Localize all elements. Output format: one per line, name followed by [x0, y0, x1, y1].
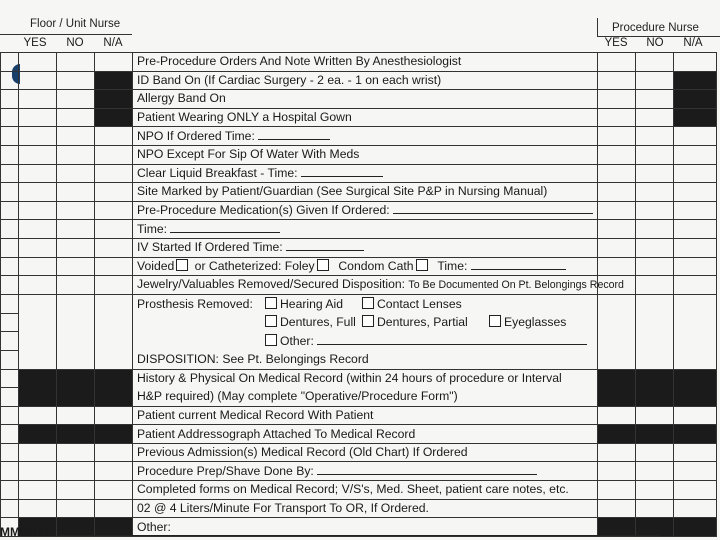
shaded-cell — [636, 369, 674, 406]
shaded-cell — [57, 425, 95, 444]
checkbox-cell[interactable] — [57, 276, 95, 295]
checkbox-cell[interactable] — [19, 295, 57, 369]
checklist-table — [0, 52, 717, 537]
checkbox-cell[interactable] — [19, 201, 57, 220]
shaded-cell — [95, 90, 133, 109]
table-row — [1, 499, 717, 518]
right-no-header: NO — [646, 37, 664, 49]
comments-label — [0, 524, 659, 539]
contact-lenses-checkbox[interactable] — [362, 297, 374, 309]
checkbox-cell[interactable] — [598, 257, 636, 276]
checkbox-cell[interactable] — [598, 127, 636, 146]
checkbox-cell[interactable] — [95, 220, 133, 239]
checkbox-cell[interactable] — [674, 499, 717, 518]
checkbox-cell[interactable] — [636, 295, 674, 369]
checkbox-cell[interactable] — [636, 164, 674, 183]
prep-done-by-field[interactable] — [317, 463, 537, 475]
shaded-cell — [674, 90, 717, 109]
table-row — [1, 90, 717, 109]
checkbox-cell[interactable] — [598, 295, 636, 369]
foley-checkbox[interactable] — [317, 259, 329, 271]
procedure-nurse-title: Procedure Nurse — [612, 22, 699, 34]
checkbox-cell[interactable] — [636, 499, 674, 518]
checkbox-cell[interactable] — [636, 406, 674, 425]
checkbox-cell[interactable] — [19, 462, 57, 481]
checkbox-cell[interactable] — [57, 406, 95, 425]
shaded-cell — [57, 369, 95, 406]
shaded-cell — [674, 518, 717, 537]
checkbox-cell[interactable] — [598, 481, 636, 500]
checkbox-cell[interactable] — [674, 295, 717, 369]
checkbox-cell[interactable] — [57, 183, 95, 202]
contact-lenses-label: Contact Lenses — [377, 296, 462, 311]
right-yes-header: YES — [604, 37, 628, 49]
table-row — [1, 220, 717, 239]
checkbox-cell[interactable] — [636, 90, 674, 109]
row-label: ID Band On (If Cardiac Surgery - 2 ea. - 1 on each wrist) — [133, 71, 598, 90]
checkbox-cell[interactable] — [95, 276, 133, 295]
cath-time-label: Time: — [437, 258, 468, 273]
voided-label: Voided — [137, 258, 175, 273]
row-label: Site Marked by Patient/Guardian (See Surgical Site P&P in Nursing Manual) — [133, 183, 598, 202]
checkbox-cell[interactable] — [598, 71, 636, 90]
left-na-header: N/A — [103, 37, 123, 49]
checkbox-cell[interactable] — [57, 481, 95, 500]
table-row — [1, 53, 717, 72]
checkbox-cell[interactable] — [57, 108, 95, 127]
checkbox-cell[interactable] — [636, 108, 674, 127]
row-label — [133, 220, 598, 239]
checkbox-cell[interactable] — [674, 127, 717, 146]
checkbox-cell[interactable] — [636, 481, 674, 500]
checkbox-cell[interactable] — [598, 462, 636, 481]
checkbox-cell[interactable] — [19, 481, 57, 500]
shaded-cell — [674, 369, 717, 406]
checkbox-cell[interactable] — [95, 53, 133, 72]
table-row — [1, 295, 717, 314]
table-row — [1, 481, 717, 500]
checkbox-cell[interactable] — [95, 499, 133, 518]
checkbox-cell[interactable] — [674, 481, 717, 500]
checkbox-cell[interactable] — [674, 276, 717, 295]
checkbox-cell[interactable] — [19, 53, 57, 72]
checkbox-cell[interactable] — [598, 90, 636, 109]
checkbox-cell[interactable] — [57, 238, 95, 257]
checkbox-cell[interactable] — [636, 220, 674, 239]
row-label — [133, 238, 598, 257]
pre-med-label: Pre-Procedure Medication(s) Given If Ordered: — [137, 203, 390, 218]
comments-label-text: MMENTS: — [0, 525, 56, 539]
table-row — [1, 71, 717, 90]
shaded-cell — [95, 108, 133, 127]
row-label: H&P required) (May complete "Operative/Procedure Form") — [133, 388, 598, 407]
table-row — [1, 443, 717, 462]
eyeglasses-checkbox[interactable] — [489, 315, 501, 327]
checkbox-cell[interactable] — [636, 238, 674, 257]
row-label: Pre-Procedure Orders And Note Written By Anesthesiologist — [133, 53, 598, 72]
checkbox-cell[interactable] — [57, 499, 95, 518]
prosthesis-label: Prosthesis Removed: — [137, 296, 253, 311]
checkbox-cell[interactable] — [598, 183, 636, 202]
checkbox-cell[interactable] — [19, 276, 57, 295]
row-label: DISPOSITION: See Pt. Belongings Record — [133, 350, 598, 369]
checkbox-cell[interactable] — [674, 53, 717, 72]
checkbox-cell[interactable] — [95, 164, 133, 183]
table-row — [1, 238, 717, 257]
row-label — [133, 313, 598, 332]
row-label — [133, 462, 598, 481]
checkbox-cell[interactable] — [19, 220, 57, 239]
checkbox-cell[interactable] — [95, 127, 133, 146]
checkbox-cell[interactable] — [95, 145, 133, 164]
checkbox-cell[interactable] — [598, 499, 636, 518]
left-no-header: NO — [66, 37, 84, 49]
checkbox-cell[interactable] — [19, 183, 57, 202]
npo-time-field[interactable] — [258, 128, 330, 140]
table-row — [1, 276, 717, 295]
checkbox-cell[interactable] — [57, 71, 95, 90]
prep-label: Procedure Prep/Shave Done By: — [137, 463, 314, 478]
checkbox-cell[interactable] — [598, 164, 636, 183]
checkbox-cell[interactable] — [636, 276, 674, 295]
row-label: NPO Except For Sip Of Water With Meds — [133, 145, 598, 164]
checkbox-cell[interactable] — [636, 71, 674, 90]
eyeglasses-label: Eyeglasses — [504, 315, 567, 330]
checkbox-cell[interactable] — [674, 164, 717, 183]
checkbox-cell[interactable] — [57, 462, 95, 481]
checkbox-cell[interactable] — [57, 90, 95, 109]
checkbox-cell[interactable] — [598, 443, 636, 462]
cath-time-field[interactable] — [471, 258, 566, 270]
checkbox-cell[interactable] — [636, 183, 674, 202]
table-row — [1, 257, 717, 276]
checkbox-cell[interactable] — [19, 257, 57, 276]
clear-liquid-time-field[interactable] — [301, 165, 383, 177]
foley-label: or Catheterized: Foley — [194, 258, 315, 273]
checkbox-cell[interactable] — [19, 108, 57, 127]
row-label — [133, 332, 598, 351]
dentures-partial-checkbox[interactable] — [362, 315, 374, 327]
row-label — [133, 127, 598, 146]
checkbox-cell[interactable] — [19, 443, 57, 462]
row-label: 02 @ 4 Liters/Minute For Transport To OR, If Ordered. — [133, 499, 598, 518]
condom-cath-label: Condom Cath — [338, 258, 414, 273]
other-prosthesis-field[interactable] — [317, 333, 587, 345]
dentures-full-label: Dentures, Full — [280, 315, 356, 330]
other-prosthesis-checkbox[interactable] — [265, 334, 277, 346]
checkbox-cell[interactable] — [57, 164, 95, 183]
checkbox-cell[interactable] — [674, 257, 717, 276]
checkbox-cell[interactable] — [674, 201, 717, 220]
comments-field[interactable] — [59, 524, 659, 536]
iv-time-field[interactable] — [286, 239, 364, 251]
table-row — [1, 108, 717, 127]
table-row — [1, 127, 717, 146]
checkbox-cell[interactable] — [95, 201, 133, 220]
checkbox-cell[interactable] — [19, 406, 57, 425]
table-row — [1, 369, 717, 388]
checkbox-cell[interactable] — [19, 90, 57, 109]
other-prosthesis-label: Other: — [280, 333, 314, 348]
checkbox-cell[interactable] — [95, 443, 133, 462]
row-label — [133, 164, 598, 183]
checkbox-cell[interactable] — [19, 145, 57, 164]
row-label: Previous Admission(s) Medical Record (Old Chart) If Ordered — [133, 443, 598, 462]
pre-med-time-field[interactable] — [170, 221, 280, 233]
shaded-cell — [95, 425, 133, 444]
table-row — [1, 164, 717, 183]
checkbox-cell[interactable] — [95, 406, 133, 425]
row-label: Other: — [133, 518, 598, 537]
checkbox-cell[interactable] — [674, 145, 717, 164]
checkbox-cell[interactable] — [598, 145, 636, 164]
hearing-aid-checkbox[interactable] — [265, 297, 277, 309]
checkbox-cell[interactable] — [95, 462, 133, 481]
checkbox-cell[interactable] — [57, 127, 95, 146]
checkbox-cell[interactable] — [57, 201, 95, 220]
dentures-partial-label: Dentures, Partial — [377, 315, 468, 330]
checkbox-cell[interactable] — [598, 238, 636, 257]
checkbox-cell[interactable] — [674, 238, 717, 257]
table-row — [1, 183, 717, 202]
row-label: History & Physical On Medical Record (within 24 hours of procedure or Interval — [133, 369, 598, 388]
pre-med-field[interactable] — [393, 202, 593, 214]
checkbox-cell[interactable] — [636, 127, 674, 146]
left-yes-header: YES — [23, 37, 47, 49]
belongings-note: To Be Documented On Pt. Belongings Record — [408, 279, 624, 292]
checkbox-cell[interactable] — [636, 53, 674, 72]
header-divider — [597, 18, 598, 36]
checkbox-cell[interactable] — [19, 164, 57, 183]
shaded-cell — [674, 71, 717, 90]
table-row — [1, 201, 717, 220]
shaded-cell — [19, 369, 57, 406]
checkbox-cell[interactable] — [57, 145, 95, 164]
shaded-cell — [95, 71, 133, 90]
checkbox-cell[interactable] — [95, 183, 133, 202]
row-label: Patient Wearing ONLY a Hospital Gown — [133, 108, 598, 127]
hearing-aid-label: Hearing Aid — [280, 296, 344, 311]
time-label: Time: — [137, 221, 168, 236]
checkbox-cell[interactable] — [636, 443, 674, 462]
shaded-cell — [674, 108, 717, 127]
checkbox-cell[interactable] — [95, 481, 133, 500]
right-na-header: N/A — [683, 37, 703, 49]
jewelry-label: Jewelry/Valuables Removed/Secured Disposition: — [137, 277, 406, 292]
shaded-cell — [636, 425, 674, 444]
shaded-cell — [674, 425, 717, 444]
voided-checkbox[interactable] — [176, 259, 188, 271]
checkbox-cell[interactable] — [598, 108, 636, 127]
shaded-cell — [95, 369, 133, 406]
checkbox-cell[interactable] — [19, 127, 57, 146]
row-label — [133, 201, 598, 220]
checkbox-cell[interactable] — [95, 238, 133, 257]
checkbox-cell[interactable] — [674, 406, 717, 425]
clear-liquid-label: Clear Liquid Breakfast - Time: — [137, 165, 298, 180]
row-label: Allergy Band On — [133, 90, 598, 109]
row-label — [133, 257, 598, 276]
checkbox-cell[interactable] — [57, 295, 95, 369]
row-label: Patient current Medical Record With Patient — [133, 406, 598, 425]
table-row — [1, 462, 717, 481]
checkbox-cell[interactable] — [598, 53, 636, 72]
checkbox-cell[interactable] — [57, 53, 95, 72]
row-label: Completed forms on Medical Record; V/S's, Med. Sheet, patient care notes, etc. — [133, 481, 598, 500]
checkbox-cell[interactable] — [57, 220, 95, 239]
checkbox-cell[interactable] — [636, 462, 674, 481]
checkbox-cell[interactable] — [674, 183, 717, 202]
checkbox-cell[interactable] — [636, 257, 674, 276]
dentures-full-checkbox[interactable] — [265, 315, 277, 327]
checkbox-cell[interactable] — [57, 257, 95, 276]
checkbox-cell[interactable] — [95, 295, 133, 369]
shaded-cell — [19, 425, 57, 444]
checkbox-cell[interactable] — [674, 443, 717, 462]
row-label — [133, 276, 624, 295]
npo-label: NPO If Ordered Time: — [137, 128, 255, 143]
checkbox-cell[interactable] — [598, 406, 636, 425]
checkbox-cell[interactable] — [636, 201, 674, 220]
row-label: Patient Addressograph Attached To Medical Record — [133, 425, 598, 444]
checkbox-cell[interactable] — [19, 238, 57, 257]
table-row — [1, 425, 717, 444]
checkbox-cell[interactable] — [19, 71, 57, 90]
table-row — [1, 145, 717, 164]
checkbox-cell[interactable] — [57, 443, 95, 462]
table-row — [1, 406, 717, 425]
checkbox-cell[interactable] — [95, 257, 133, 276]
iv-label: IV Started If Ordered Time: — [137, 240, 283, 255]
checkbox-cell[interactable] — [19, 499, 57, 518]
shaded-cell — [598, 425, 636, 444]
condom-cath-checkbox[interactable] — [416, 259, 428, 271]
checkbox-cell[interactable] — [674, 220, 717, 239]
checkbox-cell[interactable] — [598, 201, 636, 220]
floor-unit-nurse-title: Floor / Unit Nurse — [30, 18, 121, 30]
checkbox-cell[interactable] — [636, 145, 674, 164]
shaded-cell — [598, 369, 636, 406]
row-label — [133, 295, 598, 314]
checkbox-cell[interactable] — [674, 462, 717, 481]
checkbox-cell[interactable] — [598, 220, 636, 239]
